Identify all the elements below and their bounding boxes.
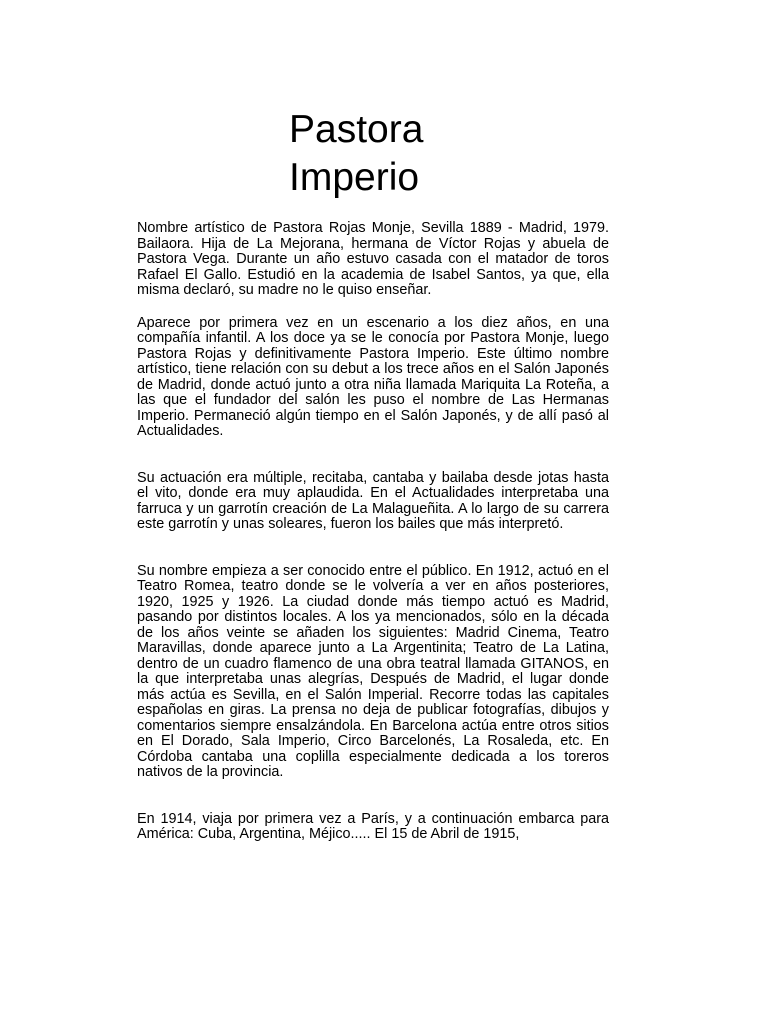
paragraph-1: Nombre artístico de Pastora Rojas Monje, Sevilla 1889 - Madrid, 1979. Bailaora. Hija de La Mejorana, hermana de Víctor Rojas y abuela de Pastora Vega. Durante un año estuvo casada con el matador de toros Rafael El Gallo. Estudió en la academia de Isabel Santos, ya que, ella misma declaró, su madre no le quiso enseñar. [137,220,609,298]
paragraph-2: Aparece por primera vez en un escenario a los diez años, en una compañía infantil. A los doce ya se le conocía por Pastora Monje, luego Pastora Rojas y definitivamente Pastora Imperio. Este último nombre artístico, tiene relación con su debut a los trece años en el Salón Japonés de Madrid, donde actuó junto a otra niña llamada Mariquita La Roteña, a las que el fundador del salón les puso el nombre de Las Hermanas Imperio. Permaneció algún tiempo en el Salón Japonés, y de allí pasó al Actualidades. [137,314,609,439]
title-line-2: Imperio [289,156,420,199]
paragraph-3: Su actuación era múltiple, recitaba, cantaba y bailaba desde jotas hasta el vito, donde era muy aplaudida. En el Actualidades interpretaba una farruca y un garrotín creación de La Malagueñita. A lo largo de su carrera este garrotín y unas soleares, fueron los bailes que más interpretó. [137,469,609,532]
paragraph-4: Su nombre empieza a ser conocido entre el público. En 1912, actuó en el Teatro Romea, teatro donde se le volvería a ver en años posteriores, 1920, 1925 y 1926. La ciudad donde más tiempo actuó es Madrid, pasando por distintos locales. A los ya mencionados, sólo en la década de los años veinte se añaden los siguientes: Madrid Cinema, Teatro Maravillas, donde aparece junto a La Argentinita; Teatro de La Latina, dentro de un cuadro flamenco de una obra teatral llamada GITANOS, en la que interpretaba unas alegrías, Después de Madrid, el lugar donde más actúa es Sevilla, en el Salón Imperial. Recorre todas las capitales españolas en giras. La prensa no deja de publicar fotografías, dibujos y comentarios siempre ensalzándola. En Barcelona actúa entre otros sitios en El Dorado, Sala Imperio, Circo Barcelonés, La Rosaleda, etc. En Córdoba cantaba una coplilla especialmente dedicada a los toreros nativos de la provincia. [137,562,609,780]
document-body [137,221,609,843]
paragraph-5: En 1914, viaja por primera vez a París, y a continuación embarca para América: Cuba, Argentina, Méjico..... El 15 de Abril de 1915, [137,810,609,842]
document-title [289,106,423,202]
title-line-1: Pastora [289,108,424,151]
